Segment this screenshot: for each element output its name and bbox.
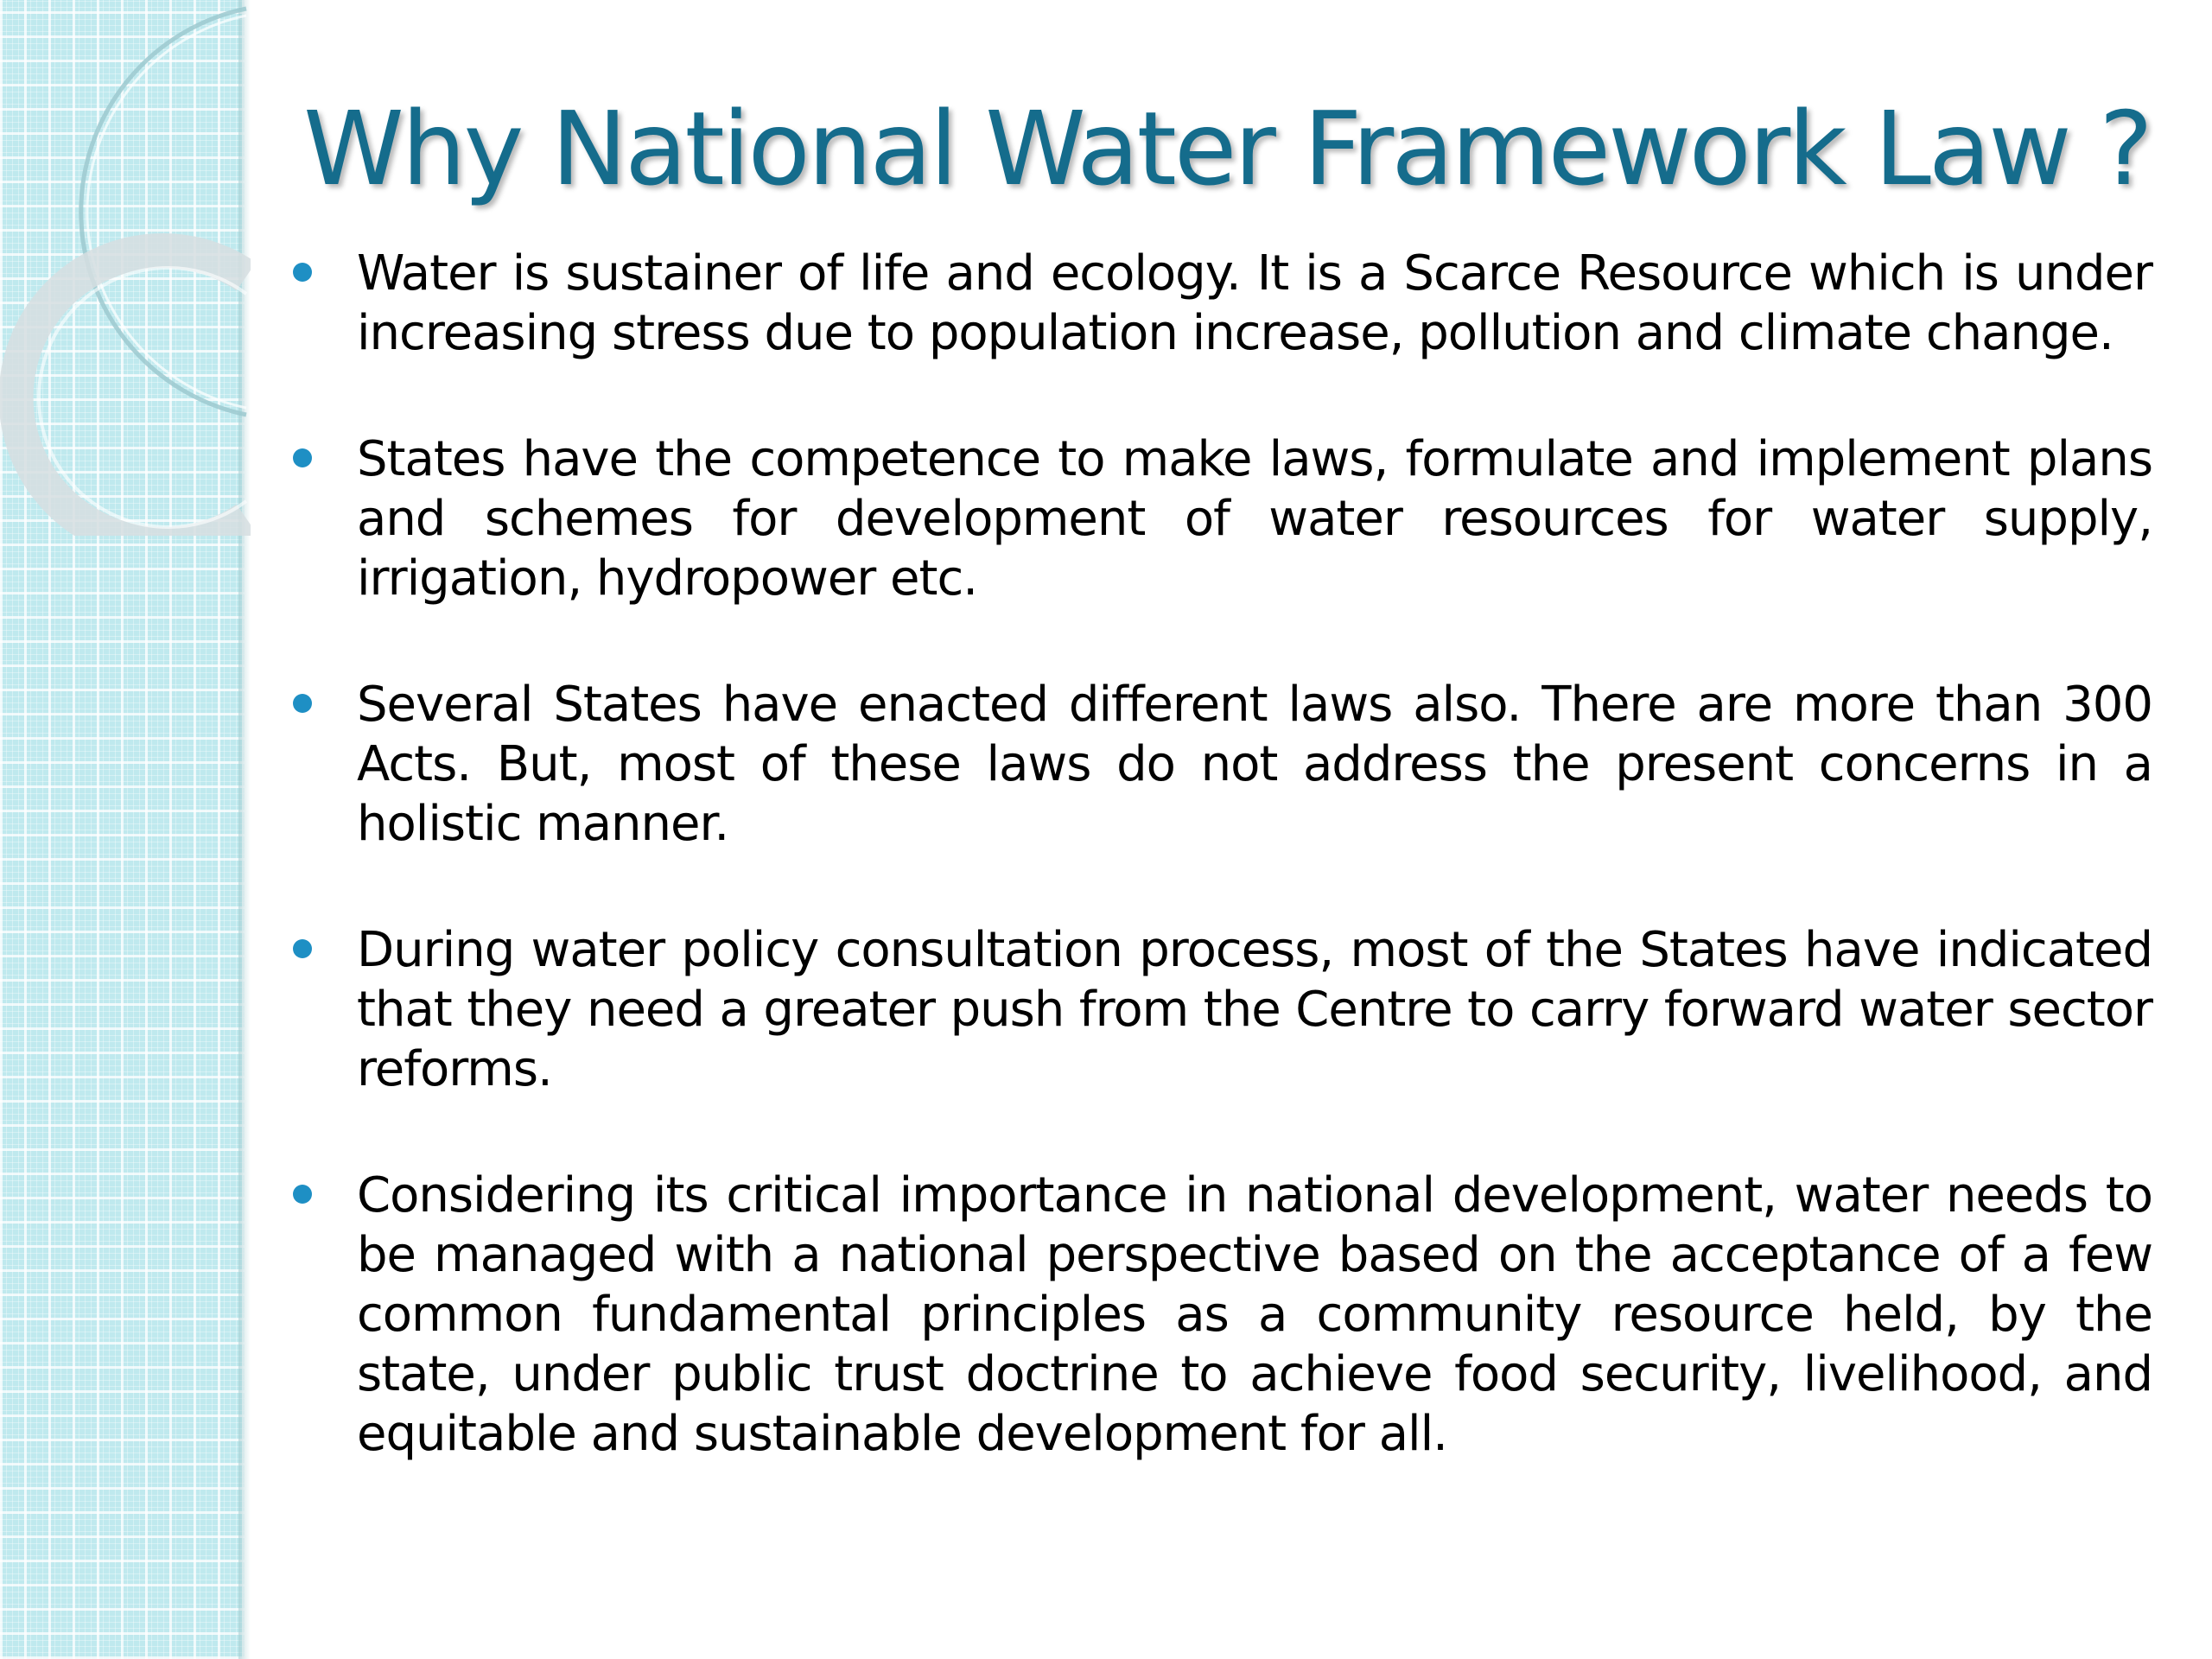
bullet-dot-icon <box>293 448 312 467</box>
bullet-text: Considering its critical importance in national development, water needs to be managed with a national perspective based on the acceptance of a few common fundamental principles as a community resource held, by the state, under public trust doctrine to achieve food security, livelihood, and equitable and sustainable development for all. <box>357 1167 2152 1462</box>
bullet-dot-icon <box>293 1185 312 1204</box>
slide-title: Why National Water Framework Law ? <box>303 89 2151 208</box>
bullet-item <box>357 244 2152 363</box>
bullet-text: Several States have enacted different laws also. There are more than 300 Acts. But, most of these laws do not address the present concerns in a holistic manner. <box>357 677 2152 852</box>
bullet-dot-icon <box>293 694 312 713</box>
bullet-text: During water policy consultation process, most of the States have indicated that they need a greater push from the Centre to carry forward water sector reforms. <box>357 922 2152 1097</box>
bullet-text: Water is sustainer of life and ecology. It is a Scarce Resource which is under increasing stress due to population increase, pollution and climate change. <box>357 245 2152 361</box>
bullet-item <box>357 920 2152 1099</box>
bullet-item <box>357 429 2152 608</box>
large-ring-arc-highlight <box>87 16 246 408</box>
bullet-item <box>357 675 2152 854</box>
small-ring-arc <box>16 251 246 536</box>
bullet-dot-icon <box>293 939 312 958</box>
bullet-dot-icon <box>293 263 312 282</box>
bullet-item <box>357 1166 2152 1464</box>
large-ring-arc <box>81 9 246 415</box>
decorative-rings-icon <box>0 0 251 536</box>
bullet-list <box>357 244 2152 1464</box>
bullet-text: States have the competence to make laws, formulate and implement plans and schemes for development of water resources for water supply, irrigation, hydropower etc. <box>357 431 2152 607</box>
